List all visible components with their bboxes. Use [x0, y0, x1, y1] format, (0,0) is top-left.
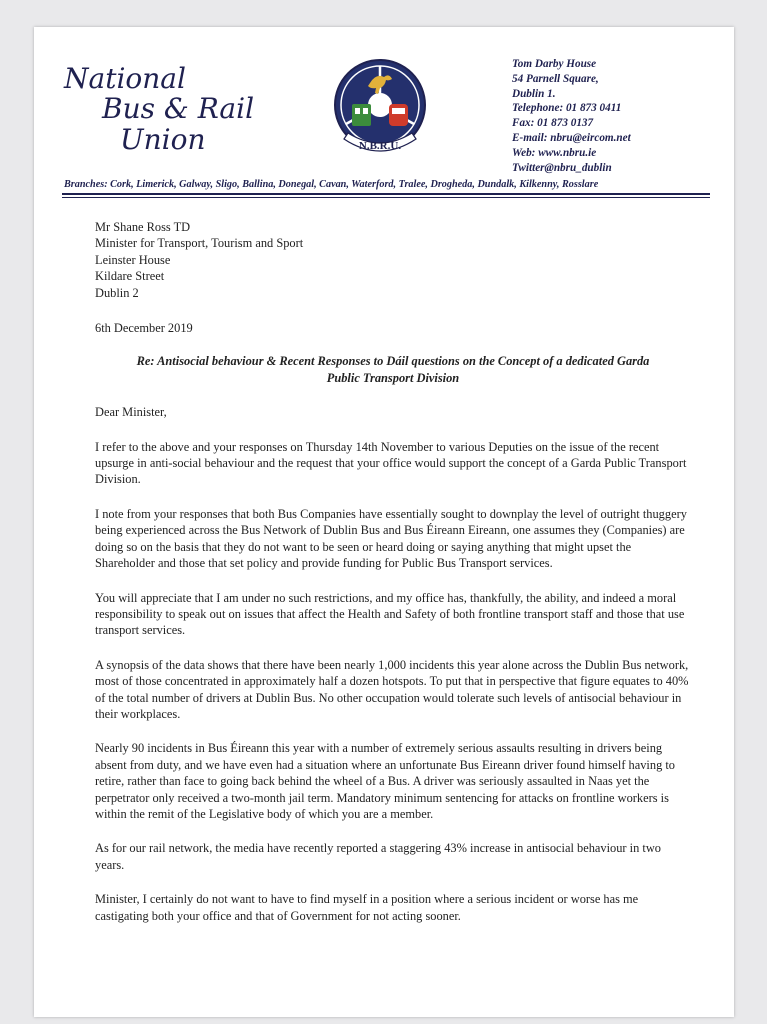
contact-web: Web: www.nbru.ie: [512, 146, 597, 159]
contact-fax: Fax: 01 873 0137: [512, 117, 594, 130]
contact-twitter: Twitter@nbru_dublin: [512, 161, 612, 174]
recipient-address: [95, 219, 691, 301]
paragraph: A synopsis of the data shows that there have been nearly 1,000 incidents this year alone across the Dublin Bus network, most of those concentrated in approximately half a dozen hotspots. To put that in perspective that figure equates to 40% of the total number of drivers at Dublin Bus. No other occupation would tolerate such levels of antisocial behaviour in their workplaces.: [95, 657, 689, 721]
logo-hub: [368, 93, 392, 117]
contact-block: [512, 57, 631, 175]
logo-bus-icon: [352, 104, 371, 126]
contact-telephone: Telephone: 01 873 0411: [512, 102, 622, 115]
org-name-line3: Union: [120, 123, 206, 156]
paragraph: Minister, I certainly do not want to have to find myself in a position where a serious incident or worse has me castigating both your office and that of Government for not acting sooner.: [95, 892, 639, 923]
header-divider: [62, 193, 710, 195]
paragraph: As for our rail network, the media have recently reported a staggering 43% increase in antisocial behaviour in two years.: [95, 841, 661, 872]
paragraph: I refer to the above and your responses on Thursday 14th November to various Deputies on the issue of the recent upsurge in anti-social behaviour and the request that your office would support the concept of a Garda Public Transport Division.: [95, 439, 687, 487]
paragraph: I note from your responses that both Bus Companies have essentially sought to downplay the level of outright thuggery being experienced across the Bus Network of Dublin Bus and Bus Éireann Eireann, one assumes they (Companies) are doing so on the basis that they do not want to be seen or heard doing or saying anything that might upset the Shareholder and those that set policy and provide funding for Public Bus Transport services.: [95, 506, 687, 571]
letter-body: [95, 219, 691, 924]
header-divider-thin: [62, 197, 710, 198]
branches-list: Branches: Cork, Limerick, Galway, Sligo, Ballina, Donegal, Cavan, Waterford, Tralee, Drogheda, Dundalk, Kilkenny, Rosslare: [64, 179, 599, 190]
contact-line: 54 Parnell Square,: [512, 72, 599, 85]
recipient-line: Mr Shane Ross TD: [95, 220, 191, 234]
contact-email: E-mail: nbru@eircom.net: [512, 131, 631, 144]
letter-page: [34, 27, 734, 1017]
recipient-line: Minister for Transport, Tourism and Sport: [95, 236, 304, 251]
paragraph: Nearly 90 incidents in Bus Éireann this year with a number of extremely serious assaults resulting in drivers being absent from duty, and we have even had a situation where an unfortunate Bus Eireann driver found himself having to retire, rather than face to going back behind the wheel of a Bus. A driver was seriously assaulted in Naas yet the perpetrator only received a two-month jail term. Mandatory minimum sentencing for attacks on frontline workers is within the remit of the Legislative body of which you are a member.: [95, 741, 676, 821]
letter-date: 6th December 2019: [95, 321, 193, 336]
salutation: Dear Minister,: [95, 405, 167, 420]
org-name-line1: National: [64, 62, 186, 95]
recipient-line: Kildare Street: [95, 269, 165, 284]
logo-train-icon: [389, 104, 408, 126]
letter-subject: Re: Antisocial behaviour & Recent Responses to Dáil questions on the Concept of a dedicated Garda Public Transport Division: [136, 354, 650, 385]
contact-line: Tom Darby House: [512, 58, 597, 70]
recipient-line: Dublin 2: [95, 285, 139, 300]
nbru-logo: [330, 57, 430, 161]
logo-text: N.B.R.U.: [358, 140, 402, 152]
org-name-line2: Bus & Rail: [102, 92, 255, 125]
contact-line: Dublin 1.: [512, 87, 556, 100]
paragraph: You will appreciate that I am under no such restrictions, and my office has, thankfully, the ability, and indeed a moral responsibility to speak out on issues that affect the Health and Safety of both frontline transport staff and those that use transport services.: [95, 590, 685, 638]
recipient-line: Leinster House: [95, 252, 171, 267]
